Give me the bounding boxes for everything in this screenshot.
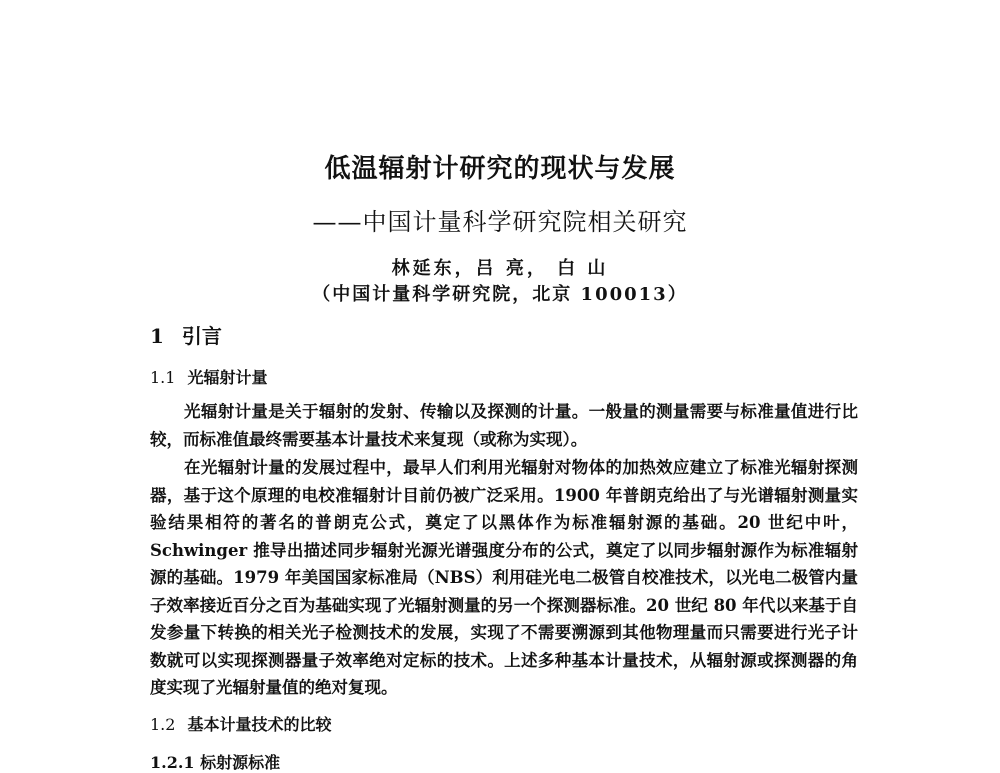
section-heading [150, 320, 222, 349]
paper-title: 低温辐射计研究的现状与发展 [324, 154, 676, 184]
subsubsection-heading: 1.2.1 标射源标准 [150, 753, 281, 772]
section-number: 1 [150, 324, 164, 348]
body-paragraph: 光辐射计量是关于辐射的发射、传输以及探测的计量。一般量的测量需要与标准量值进行比较，而标准值最终需要基本计量技术来复现（或称为实现）。 [150, 402, 858, 449]
section-title: 引言 [181, 324, 222, 348]
author-list: 林延东，吕 亮， 白 山 [391, 258, 609, 279]
subsection-number: 1.1 [150, 368, 176, 387]
subsection-heading [150, 365, 267, 388]
body-paragraph: 在光辐射计量的发展过程中，最早人们利用光辐射对物体的加热效应建立了标准光辐射探测器，基于这个原理的电校准辐射计目前仍被广泛采用。1900 年普朗克给出了与光谱辐射测量实验结果相符的著名的普朗克公式，奠定了以黑体作为标准辐射源的基础。20 世纪中叶，Schwinger 推导出描述同步辐射光源光谱强度分布的公式，奠定了以同步辐射源作为标准辐射源的基础。1979 年美国国家标准局（NBS）利用硅光电二极管自校准技术，以光电二极管内量子效率接近百分之百为基础实现了光辐射测量的另一个探测器标准。20 世纪 80 年代以来基于自发参量下转换的相关光子检测技术的发展，实现了不需要溯源到其他物理量而只需要进行光子计数就可以实现探测器量子效率绝对定标的技术。上述多种基本计量技术，从辐射源或探测器的角度实现了光辐射量值的绝对复现。 [150, 458, 858, 697]
subsection-heading [150, 712, 331, 735]
subsection-number: 1.2 [150, 715, 176, 734]
paper-subtitle: ——中国计量科学研究院相关研究 [312, 208, 688, 236]
author-affiliation: （中国计量科学研究院，北京 100013） [312, 284, 688, 305]
subsection-title: 基本计量技术的比较 [187, 715, 332, 734]
subsection-title: 光辐射计量 [187, 368, 268, 387]
